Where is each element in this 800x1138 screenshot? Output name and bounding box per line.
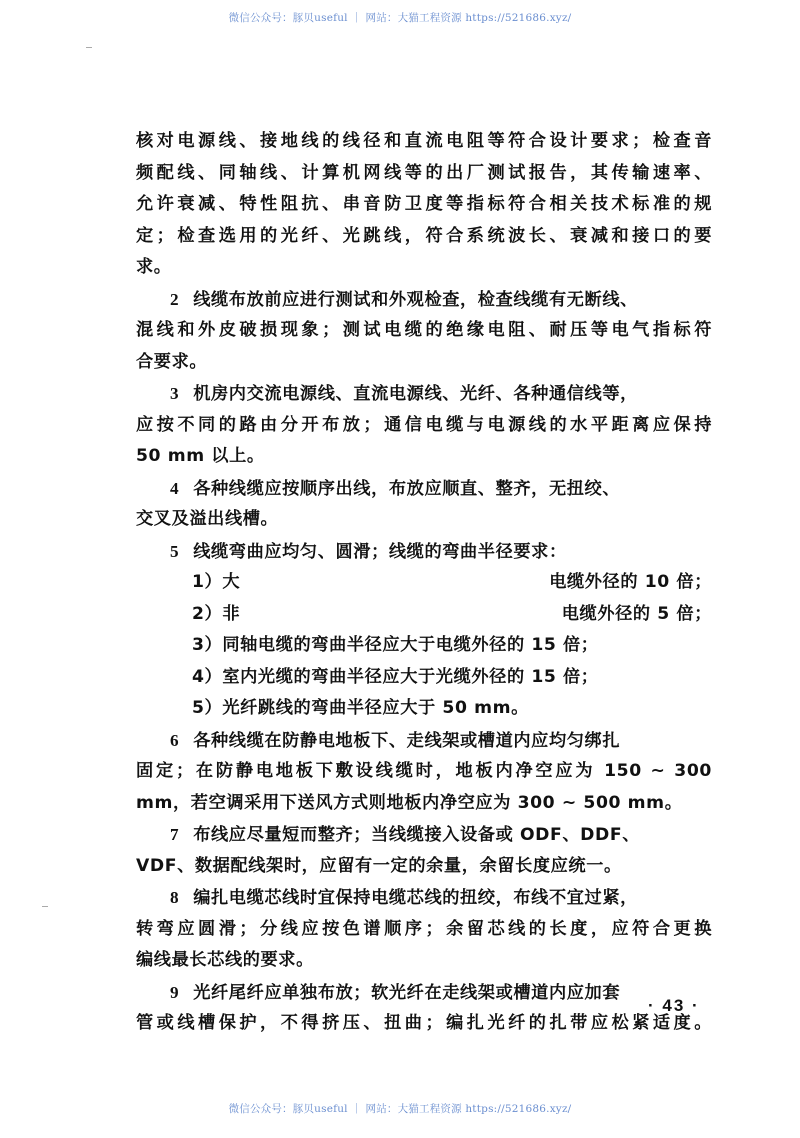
clause-9: 9 光纤尾纤应单独布放；软光纤在走线架或槽道内应加套 — [170, 982, 621, 1003]
text-line: 核对电源线、接地线的线径和直流电阻等符合设计要求；检查音 — [136, 131, 712, 151]
clause-number: 3 — [170, 384, 180, 403]
text-line: 管或线槽保护，不得挤压、扭曲；编扎光纤的扎带应松紧适度。 — [136, 1013, 712, 1033]
subitem-3: 3）同轴电缆的弯曲半径应大于电缆外径的 15 倍； — [192, 635, 599, 655]
text-line: mm，若空调采用下送风方式则地板内净空应为 300 ~ 500 mm。 — [136, 792, 683, 813]
clause-6: 6 各种线缆在防静电地板下、走线架或槽道内应均匀绑扎 — [170, 730, 621, 751]
clause-3: 3 机房内交流电源线、直流电源线、光纤、各种通信线等， — [170, 384, 638, 404]
text-line: 混线和外皮破损现象；测试电缆的绝缘电阻、耐压等电气指标符 — [136, 320, 712, 340]
clause-number: 7 — [170, 825, 180, 844]
subitem-2: 2）非 电缆外径的 5 倍； — [192, 603, 712, 624]
margin-mark — [86, 47, 92, 48]
text-line: 允许衰减、特性阻抗、串音防卫度等指标符合相关技术标准的规 — [136, 194, 712, 214]
text-line: 转弯应圆滑；分线应按色谱顺序；余留芯线的长度，应符合更换 — [136, 918, 712, 939]
text-line: 定；检查选用的光纤、光跳线，符合系统波长、衰减和接口的要 — [136, 225, 712, 246]
text-line: 固定；在防静电地板下敷设线缆时，地板内净空应为 150 ~ 300 — [136, 761, 712, 781]
subitem-4: 4）室内光缆的弯曲半径应大于光缆外径的 15 倍； — [192, 666, 599, 687]
subitem-1: 1）大 电缆外径的 10 倍； — [192, 572, 712, 592]
watermark-top: 微信公众号：豚贝useful ｜ 网站：大猫工程资源 https://521686.xyz/ — [228, 12, 572, 24]
text-line: 编线最长芯线的要求。 — [136, 950, 314, 970]
clause-number: 5 — [170, 541, 180, 561]
text-line: 交叉及溢出线槽。 — [136, 509, 279, 529]
text-line: 求。 — [136, 257, 172, 277]
text-line: 频配线、同轴线、计算机网线等的出厂测试报告，其传输速率、 — [136, 162, 712, 183]
document-page — [136, 126, 712, 1040]
text-line: 应按不同的路由分开布放；通信电缆与电源线的水平距离应保持 — [136, 414, 712, 435]
clause-number: 2 — [170, 289, 180, 309]
watermark-bottom: 微信公众号：豚贝useful ｜ 网站：大猫工程资源 https://521686.xyz/ — [228, 1103, 572, 1115]
clause-number: 6 — [170, 730, 180, 750]
text-line: 50 mm 以上。 — [136, 446, 265, 466]
clause-8: 8 编扎电缆芯线时宜保持电缆芯线的扭绞，布线不宜过紧， — [170, 888, 638, 908]
clause-4: 4 各种线缆应按顺序出线，布放应顺直、整齐，无扭绞、 — [170, 478, 621, 499]
margin-mark — [42, 906, 48, 907]
subitem-5: 5）光纤跳线的弯曲半径应大于 50 mm。 — [192, 698, 529, 718]
page-number: · 43 · — [648, 996, 700, 1015]
clause-2: 2 线缆布放前应进行测试和外观检查，检查线缆有无断线、 — [170, 289, 638, 310]
clause-5: 5 线缆弯曲应均匀、圆滑；线缆的弯曲半径要求： — [170, 541, 567, 562]
clause-7: 7 布线应尽量短而整齐；当线缆接入设备或 ODF、DDF、 — [170, 825, 641, 845]
text-line: VDF、数据配线架时，应留有一定的余量，余留长度应统一。 — [136, 855, 622, 876]
clause-number: 8 — [170, 888, 180, 907]
text-line: 合要求。 — [136, 351, 208, 372]
clause-number: 9 — [170, 982, 180, 1002]
clause-number: 4 — [170, 478, 180, 498]
